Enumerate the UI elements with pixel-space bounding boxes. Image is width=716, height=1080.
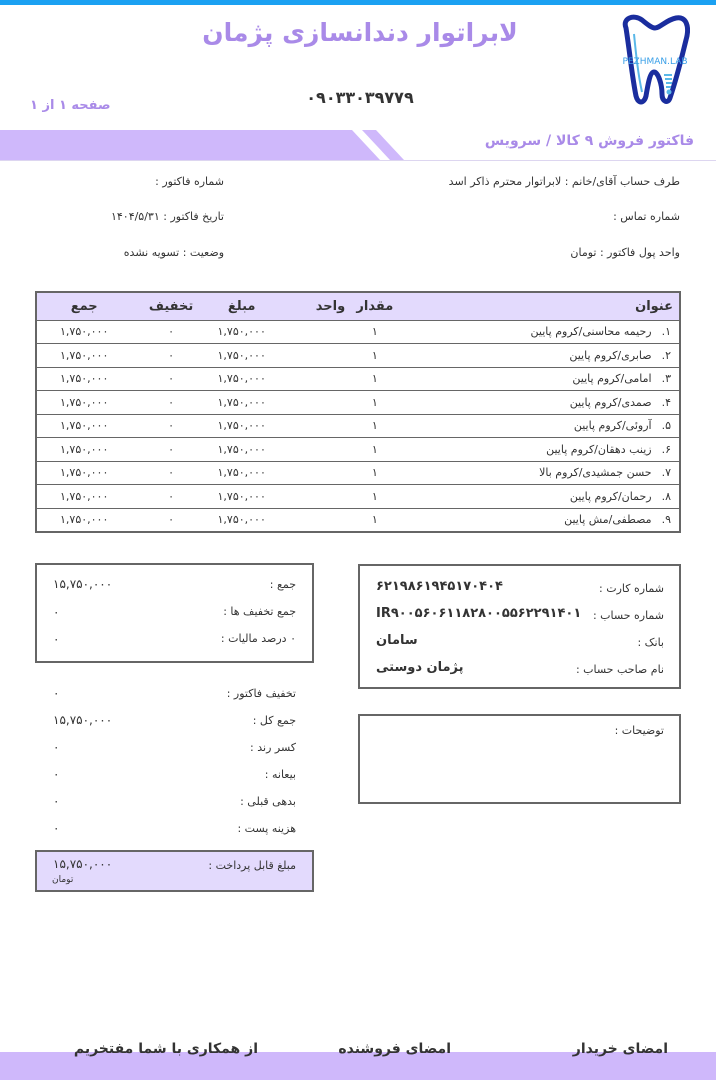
currency-info: واحد پول فاکتور : تومان — [570, 246, 680, 259]
cell-price: ۱,۷۵۰,۰۰۰ — [211, 485, 311, 509]
tax-label: ۰ درصد مالیات : — [220, 632, 296, 645]
seller-signature: امضای فروشنده — [338, 1041, 451, 1057]
cell-title — [393, 391, 680, 415]
cell-unit — [311, 508, 351, 532]
row-title: زینب دهقان/کروم پایین — [546, 442, 652, 456]
invoice-number: شماره فاکتور : — [155, 175, 224, 188]
cell-quantity: ۱ — [350, 344, 393, 368]
row-title: امامی/کروم پایین — [572, 372, 652, 386]
bank-value: سامان — [376, 633, 418, 648]
cell-total: ۱,۷۵۰,۰۰۰ — [36, 414, 131, 438]
row-index: ۹. — [661, 513, 671, 526]
cell-discount: ۰ — [131, 320, 210, 344]
row-title: صمدی/کروم پایین — [569, 395, 652, 409]
prev-debt-value: ۰ — [53, 794, 60, 808]
items-body — [36, 320, 680, 532]
card-value: ۶۲۱۹۸۶۱۹۴۵۱۷۰۴۰۴ — [376, 579, 503, 594]
cell-title — [393, 438, 680, 462]
header-price: مبلغ — [211, 292, 311, 320]
table-header-row — [36, 292, 680, 320]
cell-discount: ۰ — [131, 485, 210, 509]
row-title: رحمان/کروم پایین — [569, 489, 652, 503]
cell-price: ۱,۷۵۰,۰۰۰ — [211, 508, 311, 532]
table-row — [36, 391, 680, 415]
payable-currency: تومان — [52, 875, 74, 885]
row-index: ۶. — [661, 442, 671, 456]
table-row — [36, 320, 680, 344]
row-index: ۴. — [661, 395, 671, 409]
row-title: رحیمه محاسنی/کروم پایین — [530, 325, 652, 339]
thanks-message: از همکاری با شما مفتخریم — [73, 1041, 258, 1057]
sum-label: جمع : — [269, 578, 296, 591]
table-row — [36, 344, 680, 368]
cell-unit — [311, 461, 351, 485]
shipping-value: ۰ — [53, 821, 60, 835]
account-label: شماره حساب : — [592, 609, 664, 622]
row-title: مصطفی/مش پایین — [564, 513, 652, 526]
table-row — [36, 367, 680, 391]
header-quantity: مقدار — [350, 292, 393, 320]
cell-total: ۱,۷۵۰,۰۰۰ — [36, 508, 131, 532]
header-unit: واحد — [311, 292, 351, 320]
cell-title — [393, 344, 680, 368]
table-row — [36, 508, 680, 532]
cell-total: ۱,۷۵۰,۰۰۰ — [36, 344, 131, 368]
card-label: شماره کارت : — [599, 582, 664, 595]
cell-discount: ۰ — [131, 438, 210, 462]
buyer-signature: امضای خریدار — [572, 1041, 668, 1057]
cell-discount: ۰ — [131, 414, 210, 438]
row-title: صابری/کروم پایین — [569, 348, 652, 362]
table-row — [36, 485, 680, 509]
cell-quantity: ۱ — [350, 414, 393, 438]
cell-title — [393, 414, 680, 438]
tax-value: ۰ — [53, 632, 60, 646]
table-row — [36, 461, 680, 485]
payable-label: مبلغ قابل پرداخت : — [208, 859, 296, 872]
row-index: ۳. — [661, 372, 671, 386]
cell-price: ۱,۷۵۰,۰۰۰ — [211, 438, 311, 462]
cell-quantity: ۱ — [350, 485, 393, 509]
row-index: ۸. — [661, 489, 671, 503]
top-accent-bar — [0, 0, 716, 5]
notes-label: توضیحات : — [614, 724, 664, 737]
bank-label: بانک : — [637, 636, 664, 649]
cell-total: ۱,۷۵۰,۰۰۰ — [36, 485, 131, 509]
header-title: عنوان — [393, 292, 680, 320]
cell-unit — [311, 391, 351, 415]
cell-quantity: ۱ — [350, 508, 393, 532]
cell-discount: ۰ — [131, 367, 210, 391]
invoice-title-band — [0, 130, 716, 160]
cell-title — [393, 508, 680, 532]
cell-price: ۱,۷۵۰,۰۰۰ — [211, 461, 311, 485]
row-title: حسن جمشیدی/کروم بالا — [539, 466, 652, 480]
payable-value: ۱۵,۷۵۰,۰۰۰ — [53, 857, 113, 871]
cell-unit — [311, 485, 351, 509]
lab-phone: ۰۹۰۳۳۰۳۹۷۷۹ — [306, 88, 414, 107]
cell-unit — [311, 344, 351, 368]
lab-title: لابراتوار دندانسازی پژمان — [202, 18, 518, 47]
cell-unit — [311, 438, 351, 462]
invoice-date: تاریخ فاکتور : ۱۴۰۴/۵/۳۱ — [110, 210, 224, 223]
row-index: ۷. — [661, 466, 671, 480]
logo-text: PEZHMAN.LAB — [622, 57, 688, 67]
row-index: ۱. — [661, 325, 671, 339]
cell-quantity: ۱ — [350, 320, 393, 344]
deposit-label: بیعانه : — [264, 768, 296, 781]
cell-total: ۱,۷۵۰,۰۰۰ — [36, 320, 131, 344]
discounts-value: ۰ — [53, 605, 60, 619]
header-total: جمع — [36, 292, 131, 320]
cell-title — [393, 367, 680, 391]
cell-price: ۱,۷۵۰,۰۰۰ — [211, 414, 311, 438]
cell-price: ۱,۷۵۰,۰۰۰ — [211, 344, 311, 368]
cell-unit — [311, 320, 351, 344]
cell-quantity: ۱ — [350, 367, 393, 391]
discounts-label: جمع تخفیف ها : — [223, 605, 296, 618]
grand-total-label: جمع کل : — [252, 714, 296, 727]
cell-title — [393, 461, 680, 485]
deposit-value: ۰ — [53, 767, 60, 781]
tooth-logo-icon — [620, 14, 690, 106]
cell-discount: ۰ — [131, 508, 210, 532]
grand-total-value: ۱۵,۷۵۰,۰۰۰ — [53, 713, 113, 727]
invoice-status: وضعیت : تسویه نشده — [123, 246, 224, 259]
cell-discount: ۰ — [131, 344, 210, 368]
row-index: ۵. — [661, 419, 671, 433]
rounding-label: کسر رند : — [250, 741, 296, 754]
cell-price: ۱,۷۵۰,۰۰۰ — [211, 367, 311, 391]
cell-quantity: ۱ — [350, 461, 393, 485]
cell-price: ۱,۷۵۰,۰۰۰ — [211, 320, 311, 344]
cell-total: ۱,۷۵۰,۰۰۰ — [36, 461, 131, 485]
sum-value: ۱۵,۷۵۰,۰۰۰ — [53, 577, 113, 591]
holder-label: نام صاحب حساب : — [575, 663, 664, 676]
table-row — [36, 438, 680, 462]
cell-title — [393, 320, 680, 344]
customer-info: طرف حساب آقای/خانم : لابراتوار محترم ذاکر اسد — [448, 175, 680, 188]
cell-unit — [311, 367, 351, 391]
cell-quantity: ۱ — [350, 391, 393, 415]
page-indicator: صفحه ۱ از ۱ — [30, 98, 111, 113]
shipping-label: هزینه پست : — [237, 822, 296, 835]
cell-unit — [311, 414, 351, 438]
items-table — [35, 291, 681, 533]
cell-quantity: ۱ — [350, 438, 393, 462]
invoice-discount-label: تخفیف فاکتور : — [226, 687, 296, 700]
cell-discount: ۰ — [131, 461, 210, 485]
invoice-discount-value: ۰ — [53, 686, 60, 700]
holder-value: پژمان دوستی — [376, 660, 464, 675]
invoice-title: فاکتور فروش ۹ کالا / سرویس — [484, 133, 694, 149]
contact-info: شماره تماس : — [613, 210, 680, 223]
lab-logo — [620, 14, 690, 106]
cell-discount: ۰ — [131, 391, 210, 415]
header-discount: تخفیف — [131, 292, 210, 320]
row-title: آروئی/کروم پایین — [573, 419, 652, 433]
band-divider — [0, 160, 716, 161]
row-index: ۲. — [661, 348, 671, 362]
prev-debt-label: بدهی قبلی : — [240, 795, 296, 808]
cell-total: ۱,۷۵۰,۰۰۰ — [36, 438, 131, 462]
cell-title — [393, 485, 680, 509]
rounding-value: ۰ — [53, 740, 60, 754]
cell-total: ۱,۷۵۰,۰۰۰ — [36, 367, 131, 391]
cell-price: ۱,۷۵۰,۰۰۰ — [211, 391, 311, 415]
cell-total: ۱,۷۵۰,۰۰۰ — [36, 391, 131, 415]
table-row — [36, 414, 680, 438]
account-value: IR۹۰۰۵۶۰۶۱۱۸۲۸۰۰۵۵۶۲۲۹۱۴۰۱ — [376, 606, 582, 621]
